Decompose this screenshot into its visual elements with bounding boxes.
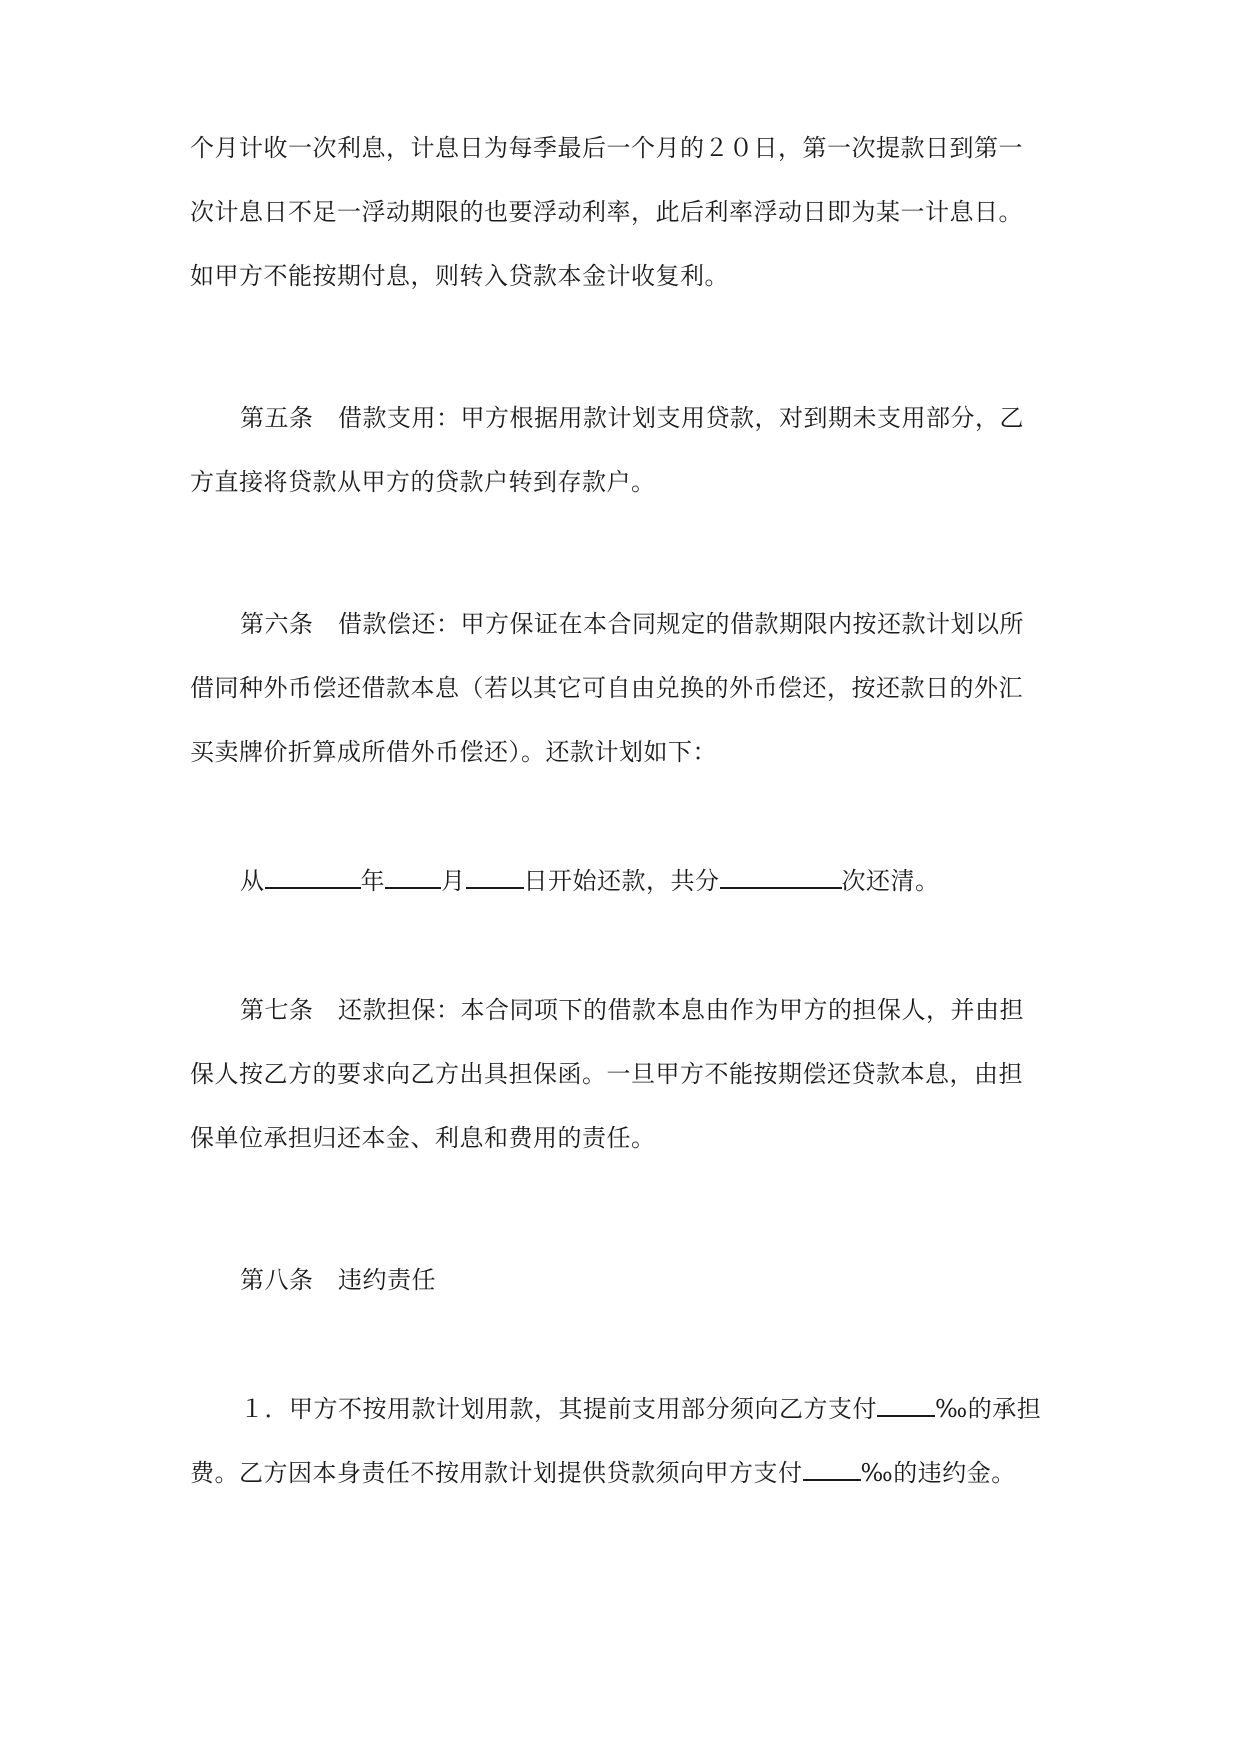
repayment-schedule-line [240, 865, 940, 896]
clause-1-line-2 [190, 1457, 1016, 1488]
commitment-fee-rate-blank[interactable] [877, 1393, 935, 1417]
article-5-heading-line: 第五条 借款支用：甲方根据用款计划支用贷款，对到期未支用部分，乙 [240, 404, 1024, 432]
schedule-from-label: 从 [240, 867, 265, 895]
paragraph-line: 保单位承担归还本金、利息和费用的责任。 [190, 1124, 656, 1152]
clause-1-text: １．甲方不按用款计划用款，其提前支用部分须向乙方支付 [240, 1395, 877, 1423]
paragraph-line: 如甲方不能按期付息，则转入贷款本金计收复利。 [190, 262, 729, 290]
year-blank-field[interactable] [265, 865, 361, 889]
installments-blank-field[interactable] [720, 865, 842, 889]
paragraph-line: 个月计收一次利息，计息日为每季最后一个月的２０日，第一次提款日到第一 [190, 134, 1023, 162]
paragraph-line: 借同种外币偿还借款本息（若以其它可自由兑换的外币偿还，按还款日的外汇 [190, 674, 1023, 702]
article-8-heading: 第八条 违约责任 [240, 1266, 436, 1294]
clause-1-text: ‰的违约金。 [860, 1459, 1016, 1487]
clause-1-text: 费。乙方因本身责任不按用款计划提供贷款须向甲方支付 [190, 1459, 803, 1487]
month-blank-field[interactable] [385, 865, 441, 889]
penalty-rate-blank[interactable] [803, 1457, 861, 1481]
paragraph-line: 保人按乙方的要求向乙方出具担保函。一旦甲方不能按期偿还贷款本息，由担 [190, 1060, 1023, 1088]
schedule-day-label: 日开始还款，共分 [523, 867, 720, 895]
paragraph-line: 买卖牌价折算成所借外币偿还）。还款计划如下： [190, 738, 717, 766]
article-6-heading-line: 第六条 借款偿还：甲方保证在本合同规定的借款期限内按还款计划以所 [240, 610, 1024, 638]
day-blank-field[interactable] [466, 865, 524, 889]
clause-1-text: ‰的承担 [935, 1395, 1042, 1423]
article-7-heading-line: 第七条 还款担保：本合同项下的借款本息由作为甲方的担保人，并由担 [240, 996, 1024, 1024]
schedule-times-label: 次还清。 [841, 867, 940, 895]
paragraph-line: 方直接将贷款从甲方的贷款户转到存款户。 [190, 468, 656, 496]
schedule-month-label: 月 [441, 867, 466, 895]
paragraph-line: 次计息日不足一浮动期限的也要浮动利率，此后利率浮动日即为某一计息日。 [190, 198, 1023, 226]
clause-1-line-1 [240, 1393, 1041, 1424]
schedule-year-label: 年 [360, 867, 385, 895]
